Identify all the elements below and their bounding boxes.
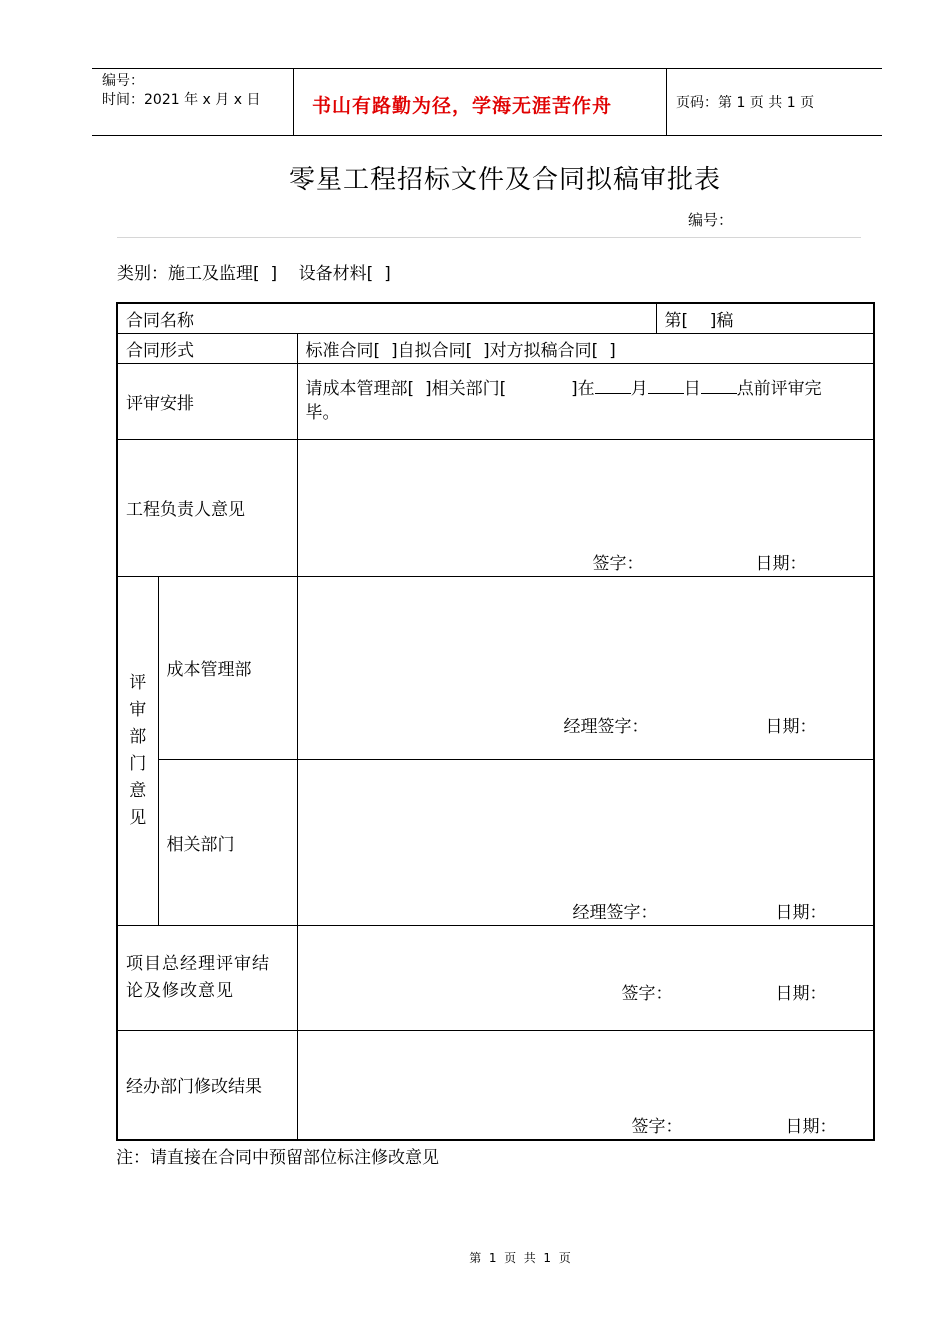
- draft-no-label: 第[ ]稿: [664, 310, 734, 331]
- review-text-part3: 毕。: [305, 403, 340, 423]
- handling-date-label: 日期：: [785, 1117, 837, 1137]
- contract-form-value-cell[interactable]: [297, 333, 874, 363]
- handling-label-cell: [117, 1030, 297, 1140]
- review-text-part1: 请成本管理部[ ]相关部门[ ]在: [305, 379, 595, 399]
- header-divider-left: [293, 69, 294, 136]
- row-review-arrangement: [117, 363, 874, 439]
- related-dept-label-cell: [158, 759, 297, 925]
- pm-conclusion-cell[interactable]: [297, 925, 874, 1030]
- handling-result-cell[interactable]: [297, 1030, 874, 1140]
- pm-label-line1: 项目总经理评审结: [126, 953, 270, 974]
- pm-label-line2: 论及修改意见: [126, 980, 234, 1001]
- header-bottom-rule: [92, 135, 882, 136]
- pm-date-label: 日期：: [775, 983, 827, 1004]
- dept-vertical-cell: [117, 576, 158, 925]
- row-contract-form: [117, 333, 874, 363]
- dept-vertical-char: 部: [129, 726, 147, 747]
- eng-date-label: 日期：: [755, 553, 807, 574]
- row-engineering-opinion: [117, 439, 874, 576]
- header-page-label: 页码：第 1 页 共 1 页: [676, 95, 815, 111]
- dept-vertical-char: 见: [129, 807, 147, 828]
- approval-form-table: [116, 302, 875, 1141]
- review-label: 评审安排: [126, 393, 194, 414]
- header-top-rule: [92, 68, 882, 69]
- cost-dept-opinion-cell[interactable]: [297, 576, 874, 759]
- day-blank[interactable]: [648, 379, 684, 394]
- row-cost-dept: [117, 576, 874, 759]
- footnote: 注：请直接在合同中预留部位标注修改意见: [116, 1148, 439, 1168]
- eng-opinion-cell[interactable]: [297, 439, 874, 576]
- review-label-cell: [117, 363, 297, 439]
- contract-name-cell[interactable]: [117, 303, 656, 333]
- header-code-label: 编号：: [102, 73, 144, 89]
- cost-date-label: 日期：: [765, 716, 817, 737]
- eng-sign-label: 签字：: [592, 553, 644, 574]
- contract-form-label: 合同形式: [126, 340, 194, 361]
- category-line: 类别：施工及监理[ ] 设备材料[ ]: [117, 264, 391, 284]
- dept-opinion-vertical-label: [118, 670, 158, 832]
- dept-vertical-char: 审: [129, 699, 147, 720]
- related-date-label: 日期：: [775, 902, 827, 923]
- row-handling-result: [117, 1030, 874, 1140]
- cost-dept-label: 成本管理部: [166, 660, 252, 680]
- page-footer: 第 1 页 共 1 页: [469, 1251, 571, 1265]
- review-month: 月: [630, 379, 648, 399]
- row-related-dept: [117, 759, 874, 925]
- row-pm-conclusion: [117, 925, 874, 1030]
- dept-vertical-char: 意: [129, 780, 147, 801]
- dept-vertical-char: 门: [129, 753, 147, 774]
- related-dept-opinion-cell[interactable]: [297, 759, 874, 925]
- title-separator: [117, 237, 861, 238]
- eng-label-cell: [117, 439, 297, 576]
- header-motto: 书山有路勤为径，学海无涯苦作舟: [312, 95, 613, 117]
- review-day: 日: [683, 379, 701, 399]
- header-time: 时间：2021 年 x 月 x 日: [102, 92, 261, 108]
- contract-form-value: 标准合同[ ]自拟合同[ ]对方拟稿合同[ ]: [305, 340, 616, 361]
- contract-name-label: 合同名称: [126, 310, 194, 331]
- related-manager-sign-label: 经理签字：: [572, 902, 658, 923]
- row-contract-name: [117, 303, 874, 333]
- review-value-cell[interactable]: [297, 363, 874, 439]
- month-blank[interactable]: [595, 379, 631, 394]
- pm-label-cell: [117, 925, 297, 1030]
- handling-label: 经办部门修改结果: [126, 1077, 262, 1098]
- review-text-part2: 点前评审完: [736, 379, 822, 399]
- eng-label: 工程负责人意见: [126, 500, 245, 520]
- header-divider-right: [666, 69, 667, 136]
- contract-form-label-cell: [117, 333, 297, 363]
- handling-sign-label: 签字：: [631, 1117, 683, 1137]
- cost-manager-sign-label: 经理签字：: [563, 716, 649, 737]
- related-dept-label: 相关部门: [166, 834, 235, 855]
- dept-vertical-char: 评: [129, 672, 147, 693]
- draft-no-cell[interactable]: [656, 303, 874, 333]
- cost-dept-label-cell: [158, 576, 297, 759]
- hour-blank[interactable]: [701, 379, 737, 394]
- pm-sign-label: 签字：: [621, 983, 673, 1004]
- number-label: 编号：: [688, 211, 734, 229]
- page-title: 零星工程招标文件及合同拟稿审批表: [288, 165, 721, 195]
